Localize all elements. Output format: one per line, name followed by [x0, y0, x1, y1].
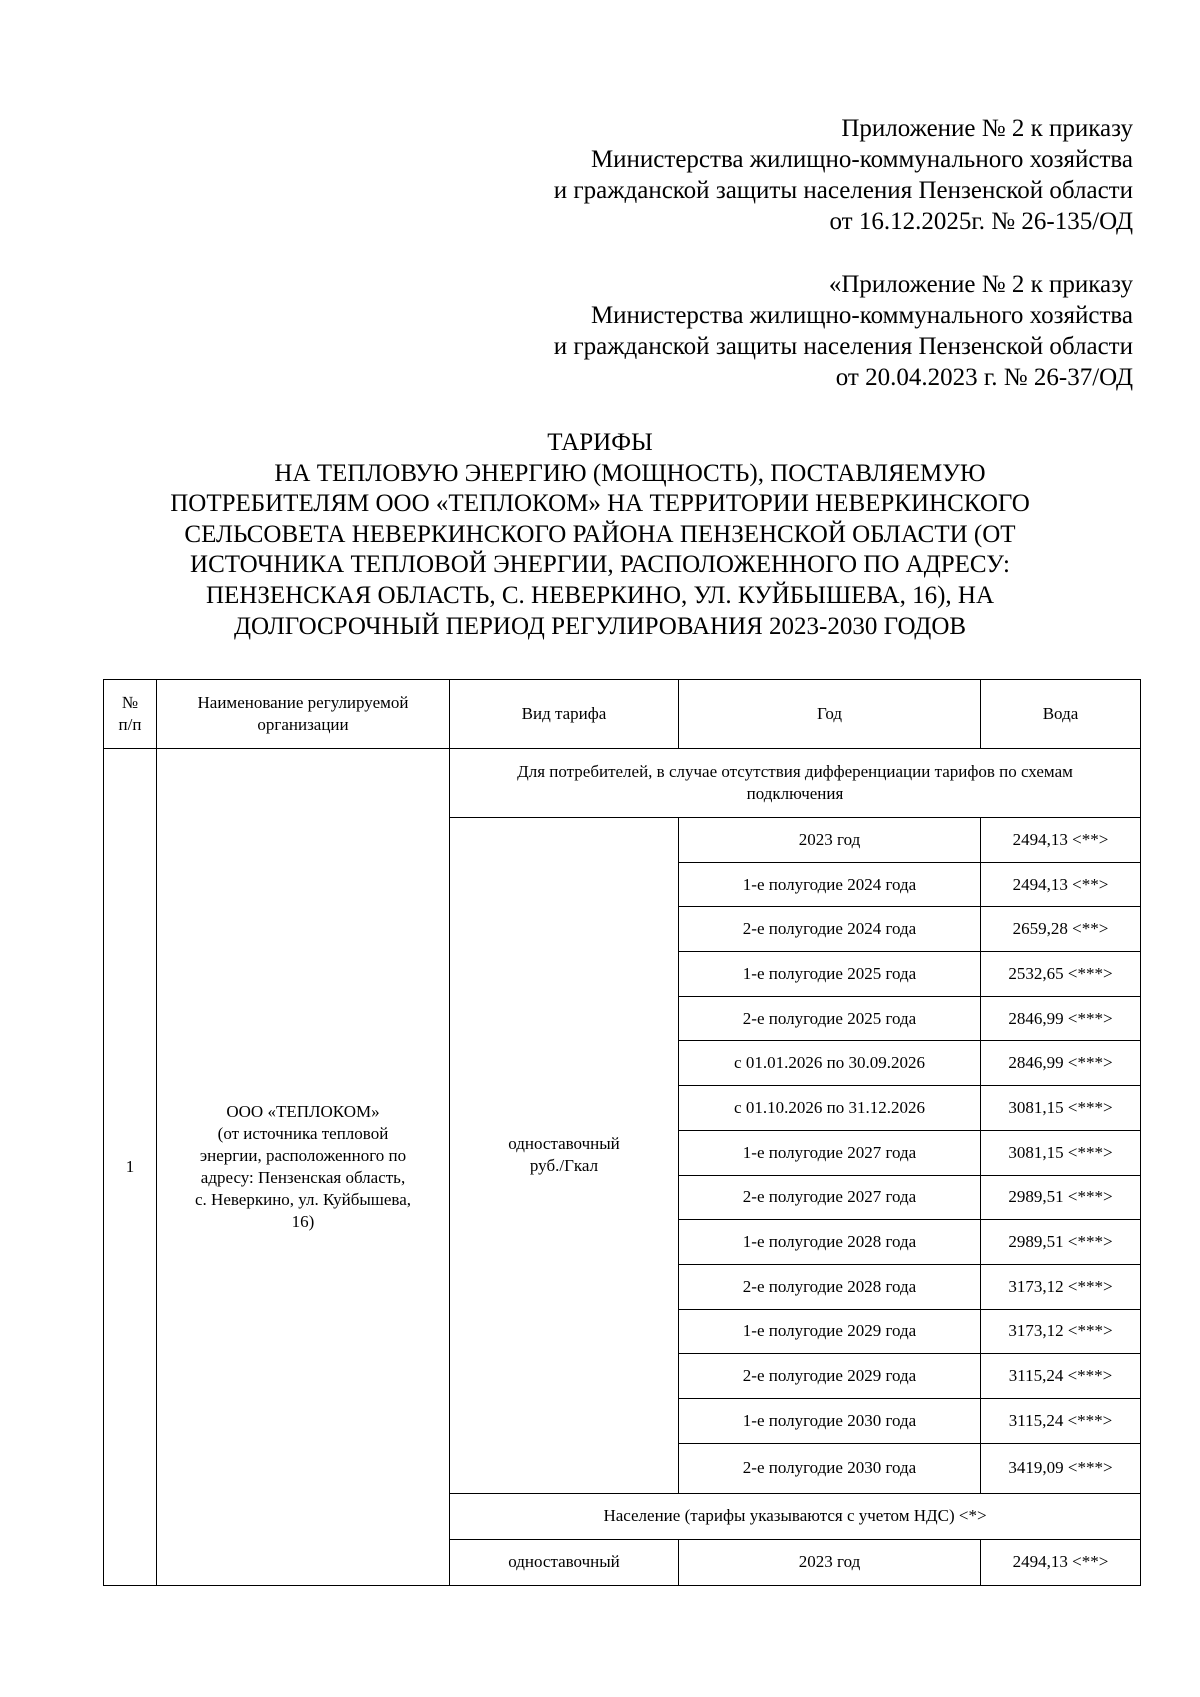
period-cell: 2023 год	[679, 818, 981, 863]
header-water: Вода	[981, 680, 1141, 749]
appendix-line: Министерства жилищно-коммунального хозяйства	[590, 302, 1133, 329]
org-line: (от источника тепловой	[217, 1123, 389, 1143]
org-line: адресу: Пензенская область,	[200, 1167, 406, 1187]
value-cell: 2659,28 <**>	[981, 907, 1141, 952]
appendix-line: «Приложение № 2 к приказу	[828, 271, 1133, 298]
title-line: ПЕНЗЕНСКАЯ ОБЛАСТЬ, С. НЕВЕРКИНО, УЛ. КУЙБЫШЕВА, 16), НА	[205, 581, 995, 609]
value-cell: 3173,12 <***>	[981, 1309, 1141, 1354]
section-consumers-line: Для потребителей, в случае отсутствия дифференциации тарифов по схемам	[517, 762, 1073, 781]
header-year: Год	[679, 680, 981, 749]
period-cell: 2-е полугодие 2027 года	[679, 1175, 981, 1220]
header-num-line: №	[121, 693, 139, 712]
header-org-line: Наименование регулируемой	[197, 693, 409, 712]
period-cell: 1-е полугодие 2027 года	[679, 1130, 981, 1175]
title-line: ПОТРЕБИТЕЛЯМ ООО «ТЕПЛОКОМ» НА ТЕРРИТОРИИ НЕВЕРКИНСКОГО	[170, 490, 1030, 518]
period-cell: с 01.01.2026 по 30.09.2026	[679, 1041, 981, 1086]
header-org	[157, 680, 450, 749]
appendix-line: и гражданской защиты населения Пензенской области	[553, 333, 1133, 360]
period-cell: 1-е полугодие 2028 года	[679, 1220, 981, 1265]
value-cell: 3419,09 <***>	[981, 1443, 1141, 1493]
section-row-consumers	[104, 749, 1141, 818]
row-number: 1	[104, 749, 157, 1586]
org-line: 16)	[291, 1211, 315, 1231]
appendix-previous-order	[554, 269, 1133, 393]
title-line: ТАРИФЫ	[547, 429, 653, 456]
period-cell: 1-е полугодие 2024 года	[679, 862, 981, 907]
period-cell: 2-е полугодие 2025 года	[679, 996, 981, 1041]
period-cell: 2023 год	[679, 1539, 981, 1585]
value-cell: 2846,99 <***>	[981, 1041, 1141, 1086]
section-consumers-line: подключения	[746, 784, 844, 803]
period-cell: с 01.10.2026 по 31.12.2026	[679, 1086, 981, 1131]
period-cell: 2-е полугодие 2030 года	[679, 1443, 981, 1493]
value-cell: 3081,15 <***>	[981, 1130, 1141, 1175]
value-cell: 3081,15 <***>	[981, 1086, 1141, 1131]
tariff-type-line: одноставочный	[508, 1134, 620, 1154]
population-tariff-type-cell: одноставочный	[450, 1539, 679, 1585]
header-tariff-type: Вид тарифа	[450, 680, 679, 749]
org-line: ООО «ТЕПЛОКОМ»	[226, 1101, 380, 1121]
period-cell: 2-е полугодие 2029 года	[679, 1354, 981, 1399]
appendix-line: Приложение № 2 к приказу	[841, 115, 1133, 142]
value-cell: 3173,12 <***>	[981, 1264, 1141, 1309]
appendix-line: и гражданской защиты населения Пензенской области	[553, 177, 1133, 204]
document-title	[100, 428, 1100, 642]
organization-cell	[157, 749, 450, 1586]
title-line: ДОЛГОСРОЧНЫЙ ПЕРИОД РЕГУЛИРОВАНИЯ 2023-2030 ГОДОВ	[233, 612, 967, 640]
period-cell: 1-е полугодие 2029 года	[679, 1309, 981, 1354]
period-cell: 2-е полугодие 2028 года	[679, 1264, 981, 1309]
org-line: энергии, расположенного по	[199, 1145, 407, 1165]
value-cell: 2494,13 <**>	[981, 818, 1141, 863]
table-header-row	[104, 680, 1141, 749]
tariff-type-cell	[450, 818, 679, 1494]
tariff-type-line: руб./Гкал	[529, 1156, 599, 1176]
appendix-line: от 20.04.2023 г. № 26-37/ОД	[835, 364, 1133, 391]
header-org-line: организации	[257, 715, 349, 734]
section-consumers-cell	[450, 749, 1141, 818]
value-cell: 2532,65 <***>	[981, 952, 1141, 997]
appendix-current-order	[554, 113, 1133, 237]
title-line: СЕЛЬСОВЕТА НЕВЕРКИНСКОГО РАЙОНА ПЕНЗЕНСКОЙ ОБЛАСТИ (ОТ	[184, 520, 1016, 548]
header-num	[104, 680, 157, 749]
value-cell: 2494,13 <**>	[981, 862, 1141, 907]
appendix-line: от 16.12.2025г. № 26-135/ОД	[829, 208, 1133, 235]
value-cell: 2989,51 <***>	[981, 1220, 1141, 1265]
period-cell: 2-е полугодие 2024 года	[679, 907, 981, 952]
section-population-cell: Население (тарифы указываются с учетом НДС) <*>	[450, 1493, 1141, 1539]
value-cell: 2846,99 <***>	[981, 996, 1141, 1041]
value-cell: 3115,24 <***>	[981, 1398, 1141, 1443]
appendix-line: Министерства жилищно-коммунального хозяйства	[590, 146, 1133, 173]
period-cell: 1-е полугодие 2030 года	[679, 1398, 981, 1443]
period-cell: 1-е полугодие 2025 года	[679, 952, 981, 997]
title-line: НА ТЕПЛОВУЮ ЭНЕРГИЮ (МОЩНОСТЬ), ПОСТАВЛЯЕМУЮ	[274, 459, 986, 487]
header-num-line: п/п	[118, 715, 142, 734]
value-cell: 2494,13 <**>	[981, 1539, 1141, 1585]
org-line: с. Неверкино, ул. Куйбышева,	[195, 1189, 411, 1209]
value-cell: 2989,51 <***>	[981, 1175, 1141, 1220]
title-line: ИСТОЧНИКА ТЕПЛОВОЙ ЭНЕРГИИ, РАСПОЛОЖЕННОГО ПО АДРЕСУ:	[190, 551, 1010, 579]
tariff-table	[103, 679, 1141, 1586]
value-cell: 3115,24 <***>	[981, 1354, 1141, 1399]
